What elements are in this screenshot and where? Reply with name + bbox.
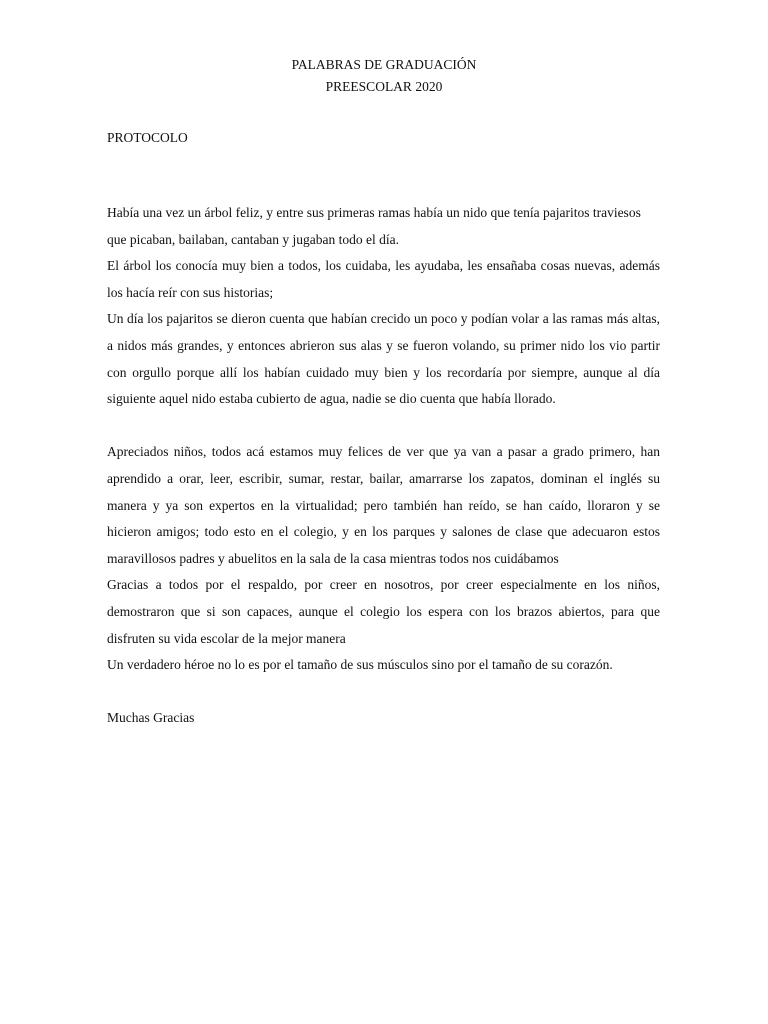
paragraph-story-birds: Un día los pajaritos se dieron cuenta que habían crecido un poco y podían volar a las ramas más altas, a nidos más grandes, y entonces abrieron sus alas y se fueron volando, su primer nido los vio partir con orgullo porque allí los habían cuidado muy bien y los recordaría por siempre, aunque al día siguiente aquel nido estaba cubierto de agua, nadie se dio cuenta que había llorado. <box>107 311 660 407</box>
title-block <box>0 54 768 98</box>
closing-thanks: Muchas Gracias <box>107 710 195 726</box>
speech-body <box>107 200 660 732</box>
document-title: PALABRAS DE GRADUACIÓN <box>291 57 477 72</box>
paragraph-story-intro: Había una vez un árbol feliz, y entre sus primeras ramas había un nido que tenía pajaritos traviesos que picaban, bailaban, cantaban y jugaban todo el día. <box>107 205 641 247</box>
paragraph-story-tree: El árbol los conocía muy bien a todos, los cuidaba, les ayudaba, les ensañaba cosas nuevas, además los hacía reír con sus historias; <box>107 258 660 300</box>
document-subtitle: PREESCOLAR 2020 <box>325 79 443 94</box>
paragraph-thanks: Gracias a todos por el respaldo, por creer en nosotros, por creer especialmente en los niños, demostraron que si son capaces, aunque el colegio los espera con los brazos abiertos, para que disfruten su vida escolar de la mejor manera <box>107 577 660 646</box>
protocolo-heading: PROTOCOLO <box>107 130 188 145</box>
paragraph-children: Apreciados niños, todos acá estamos muy felices de ver que ya van a pasar a grado primero, han aprendido a orar, leer, escribir, sumar, restar, bailar, amarrarse los zapatos, dominan el inglés su manera y ya son expertos en la virtualidad; pero también han reído, se han caído, lloraron y se hicieron amigos; todo esto en el colegio, y en los parques y salones de clase que adecuaron estos maravillosos padres y abuelitos en la sala de la casa mientras todos nos cuidábamos <box>107 444 660 566</box>
paragraph-hero: Un verdadero héroe no lo es por el tamaño de sus músculos sino por el tamaño de su corazón. <box>107 657 613 673</box>
